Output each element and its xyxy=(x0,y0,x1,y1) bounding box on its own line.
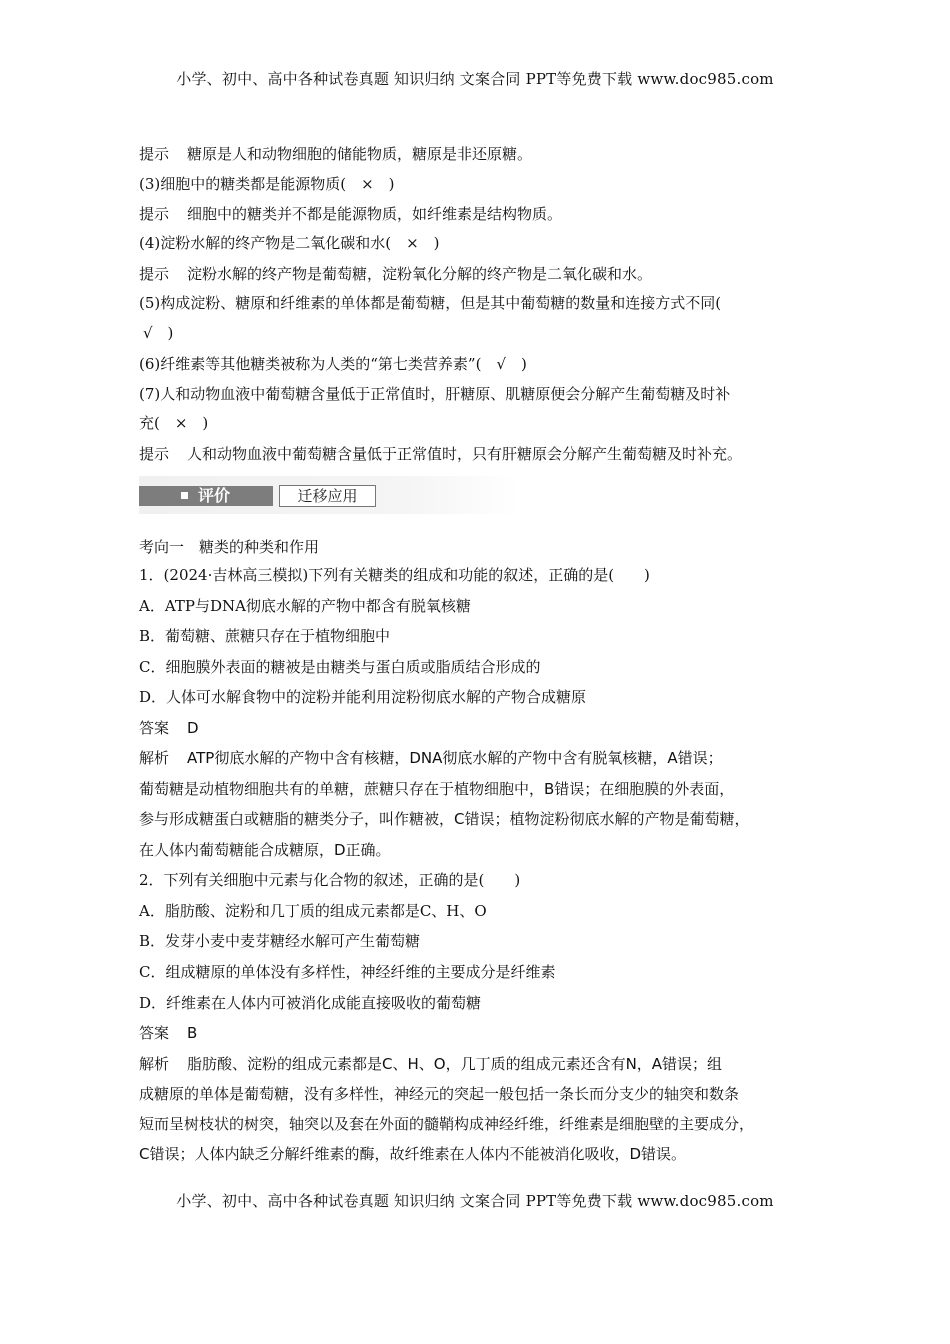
tip-line xyxy=(139,264,819,284)
tip-label: 提示 xyxy=(139,205,170,223)
explanation-line: 葡萄糖是动植物细胞共有的单糖，蔗糖只存在于植物细胞中，B错误；在细胞膜的外表面， xyxy=(139,780,735,798)
option-b: B．发芽小麦中麦芽糖经水解可产生葡萄糖 xyxy=(139,932,421,950)
tip-line xyxy=(139,144,819,164)
section-heading: 考向一 糖类的种类和作用 xyxy=(139,538,320,556)
explanation-line: 成糖原的单体是葡萄糖，没有多样性，神经元的突起一般包括一条长而分支少的轴突和数条 xyxy=(139,1085,740,1103)
question-5-cont: √ ) xyxy=(143,324,174,342)
tip-text: 人和动物血液中葡萄糖含量低于正常值时，只有肝糖原会分解产生葡萄糖及时补充。 xyxy=(187,445,743,463)
square-bullet-icon xyxy=(181,492,188,499)
tip-label: 提示 xyxy=(139,145,170,163)
question-stem: 1．(2024·吉林高三模拟)下列有关糖类的组成和功能的叙述，正确的是( ) xyxy=(139,566,650,584)
answer-line xyxy=(139,1023,819,1043)
question-stem: 2．下列有关细胞中元素与化合物的叙述，正确的是( ) xyxy=(139,871,521,889)
explanation-label: 解析 xyxy=(139,749,170,767)
option-d: D．纤维素在人体内可被消化成能直接吸收的葡萄糖 xyxy=(139,994,482,1012)
question-7-cont: 充( × ) xyxy=(139,414,209,432)
banner-tab: 迁移应用 xyxy=(279,485,376,507)
tip-label: 提示 xyxy=(139,265,170,283)
explanation-text: 脂肪酸、淀粉的组成元素都是C、H、O，几丁质的组成元素还含有N，A错误；组 xyxy=(187,1055,723,1073)
question-6: (6)纤维素等其他糖类被称为人类的“第七类营养素”( √ ) xyxy=(139,355,527,373)
option-a: A．ATP与DNA彻底水解的产物中都含有脱氧核糖 xyxy=(139,597,471,615)
option-b: B．葡萄糖、蔗糖只存在于植物细胞中 xyxy=(139,627,391,645)
page-footer: 小学、初中、高中各种试卷真题 知识归纳 文案合同 PPT等免费下载 www.doc985.com xyxy=(176,1192,774,1210)
banner-label xyxy=(139,486,273,506)
answer-label: 答案 xyxy=(139,719,170,737)
explanation-line: 短而呈树枝状的树突，轴突以及套在外面的髓鞘构成神经纤维，纤维素是细胞壁的主要成分， xyxy=(139,1115,755,1133)
explanation-line xyxy=(139,1054,819,1074)
answer-value: D xyxy=(187,719,199,737)
option-c: C．组成糖原的单体没有多样性，神经纤维的主要成分是纤维素 xyxy=(139,963,556,981)
explanation-line: C错误；人体内缺乏分解纤维素的酶，故纤维素在人体内不能被消化吸收，D错误。 xyxy=(139,1145,687,1163)
tip-line xyxy=(139,444,819,464)
tip-text: 糖原是人和动物细胞的储能物质，糖原是非还原糖。 xyxy=(187,145,533,163)
explanation-line: 在人体内葡萄糖能合成糖原，D正确。 xyxy=(139,841,391,859)
question-4: (4)淀粉水解的终产物是二氧化碳和水( × ) xyxy=(139,234,440,252)
tip-text: 细胞中的糖类并不都是能源物质，如纤维素是结构物质。 xyxy=(187,205,563,223)
tip-label: 提示 xyxy=(139,445,170,463)
option-a: A．脂肪酸、淀粉和几丁质的组成元素都是C、H、O xyxy=(139,902,487,920)
tip-line xyxy=(139,204,819,224)
question-7: (7)人和动物血液中葡萄糖含量低于正常值时，肝糖原、肌糖原便会分解产生葡萄糖及时补 xyxy=(139,385,731,403)
page-header: 小学、初中、高中各种试卷真题 知识归纳 文案合同 PPT等免费下载 www.doc985.com xyxy=(176,70,774,88)
tip-text: 淀粉水解的终产物是葡萄糖，淀粉氧化分解的终产物是二氧化碳和水。 xyxy=(187,265,653,283)
question-3: (3)细胞中的糖类都是能源物质( × ) xyxy=(139,175,395,193)
question-5: (5)构成淀粉、糖原和纤维素的单体都是葡萄糖，但是其中葡萄糖的数量和连接方式不同( xyxy=(139,294,722,312)
answer-line xyxy=(139,718,819,738)
explanation-text: ATP彻底水解的产物中含有核糖，DNA彻底水解的产物中含有脱氧核糖，A错误； xyxy=(187,749,723,767)
section-banner xyxy=(139,476,521,514)
explanation-line: 参与形成糖蛋白或糖脂的糖类分子，叫作糖被，C错误；植物淀粉彻底水解的产物是葡萄糖， xyxy=(139,810,750,828)
banner-left-text: 评价 xyxy=(198,486,231,505)
answer-value: B xyxy=(187,1024,198,1042)
explanation-label: 解析 xyxy=(139,1055,170,1073)
answer-label: 答案 xyxy=(139,1024,170,1042)
option-c: C．细胞膜外表面的糖被是由糖类与蛋白质或脂质结合形成的 xyxy=(139,658,541,676)
option-d: D．人体可水解食物中的淀粉并能利用淀粉彻底水解的产物合成糖原 xyxy=(139,688,587,706)
explanation-line xyxy=(139,748,819,768)
